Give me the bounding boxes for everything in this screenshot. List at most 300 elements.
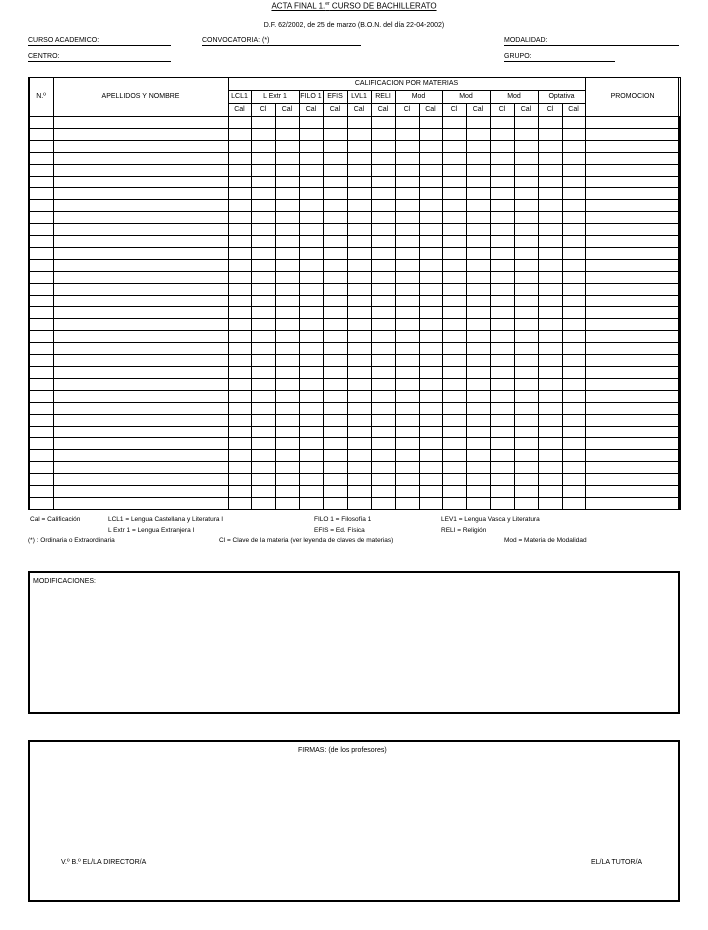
grade-cell[interactable]	[371, 343, 395, 355]
grade-cell[interactable]	[490, 283, 514, 295]
grade-cell[interactable]	[585, 450, 680, 462]
grade-cell[interactable]	[29, 164, 53, 176]
grade-cell[interactable]	[419, 116, 442, 128]
grade-cell[interactable]	[371, 259, 395, 271]
grade-cell[interactable]	[562, 236, 585, 248]
grade-cell[interactable]	[371, 331, 395, 343]
grade-cell[interactable]	[419, 450, 442, 462]
grade-cell[interactable]	[585, 271, 680, 283]
grade-cell[interactable]	[490, 140, 514, 152]
grade-cell[interactable]	[585, 116, 680, 128]
grade-cell[interactable]	[490, 212, 514, 224]
grade-cell[interactable]	[228, 200, 251, 212]
grade-cell[interactable]	[347, 176, 371, 188]
grade-cell[interactable]	[395, 378, 419, 390]
grade-cell[interactable]	[371, 402, 395, 414]
grade-cell[interactable]	[323, 343, 347, 355]
grade-cell[interactable]	[29, 140, 53, 152]
grade-cell[interactable]	[299, 283, 323, 295]
grade-cell[interactable]	[371, 236, 395, 248]
grade-cell[interactable]	[514, 128, 538, 140]
grade-cell[interactable]	[490, 236, 514, 248]
grade-cell[interactable]	[371, 474, 395, 486]
grade-cell[interactable]	[538, 259, 562, 271]
grade-cell[interactable]	[371, 188, 395, 200]
grade-cell[interactable]	[228, 176, 251, 188]
grade-cell[interactable]	[299, 438, 323, 450]
grade-cell[interactable]	[371, 367, 395, 379]
grade-cell[interactable]	[251, 462, 275, 474]
grade-cell[interactable]	[514, 283, 538, 295]
grade-cell[interactable]	[538, 283, 562, 295]
grade-cell[interactable]	[371, 462, 395, 474]
grade-cell[interactable]	[585, 176, 680, 188]
grade-cell[interactable]	[442, 497, 466, 509]
grade-cell[interactable]	[228, 438, 251, 450]
grade-cell[interactable]	[585, 128, 680, 140]
grade-cell[interactable]	[442, 188, 466, 200]
grade-cell[interactable]	[323, 164, 347, 176]
grade-cell[interactable]	[275, 152, 299, 164]
grade-cell[interactable]	[395, 295, 419, 307]
grade-cell[interactable]	[251, 497, 275, 509]
grade-cell[interactable]	[395, 486, 419, 498]
grade-cell[interactable]	[228, 295, 251, 307]
grade-cell[interactable]	[53, 247, 228, 259]
grade-cell[interactable]	[419, 402, 442, 414]
grade-cell[interactable]	[395, 438, 419, 450]
grade-cell[interactable]	[562, 497, 585, 509]
grade-cell[interactable]	[442, 390, 466, 402]
grade-cell[interactable]	[466, 152, 490, 164]
grade-cell[interactable]	[251, 295, 275, 307]
grade-cell[interactable]	[490, 247, 514, 259]
grade-cell[interactable]	[53, 307, 228, 319]
grade-cell[interactable]	[251, 426, 275, 438]
grade-cell[interactable]	[347, 128, 371, 140]
grade-cell[interactable]	[53, 295, 228, 307]
grade-cell[interactable]	[371, 378, 395, 390]
grade-cell[interactable]	[466, 462, 490, 474]
grade-cell[interactable]	[29, 271, 53, 283]
grade-cell[interactable]	[29, 486, 53, 498]
grade-cell[interactable]	[395, 474, 419, 486]
grade-cell[interactable]	[251, 152, 275, 164]
grade-cell[interactable]	[275, 355, 299, 367]
grade-cell[interactable]	[347, 378, 371, 390]
grade-cell[interactable]	[442, 236, 466, 248]
grade-cell[interactable]	[275, 378, 299, 390]
grade-cell[interactable]	[562, 271, 585, 283]
grade-cell[interactable]	[275, 259, 299, 271]
grade-cell[interactable]	[371, 212, 395, 224]
grade-cell[interactable]	[29, 402, 53, 414]
grade-cell[interactable]	[514, 224, 538, 236]
grade-cell[interactable]	[466, 307, 490, 319]
grade-cell[interactable]	[419, 343, 442, 355]
grade-cell[interactable]	[371, 128, 395, 140]
grade-cell[interactable]	[251, 271, 275, 283]
grade-cell[interactable]	[395, 355, 419, 367]
grade-cell[interactable]	[371, 307, 395, 319]
grade-cell[interactable]	[371, 426, 395, 438]
grade-cell[interactable]	[53, 414, 228, 426]
grade-cell[interactable]	[562, 295, 585, 307]
grade-cell[interactable]	[275, 462, 299, 474]
grade-cell[interactable]	[228, 426, 251, 438]
grade-cell[interactable]	[562, 474, 585, 486]
grade-cell[interactable]	[228, 497, 251, 509]
grade-cell[interactable]	[29, 224, 53, 236]
grade-cell[interactable]	[323, 307, 347, 319]
grade-cell[interactable]	[299, 378, 323, 390]
grade-cell[interactable]	[538, 367, 562, 379]
grade-cell[interactable]	[514, 259, 538, 271]
grade-cell[interactable]	[562, 152, 585, 164]
grade-cell[interactable]	[275, 343, 299, 355]
grade-cell[interactable]	[585, 497, 680, 509]
grade-cell[interactable]	[347, 426, 371, 438]
grade-cell[interactable]	[53, 116, 228, 128]
grade-cell[interactable]	[442, 259, 466, 271]
grade-cell[interactable]	[585, 236, 680, 248]
grade-cell[interactable]	[442, 402, 466, 414]
grade-cell[interactable]	[275, 414, 299, 426]
grade-cell[interactable]	[275, 200, 299, 212]
grade-cell[interactable]	[323, 128, 347, 140]
grade-cell[interactable]	[490, 164, 514, 176]
grade-cell[interactable]	[275, 474, 299, 486]
grade-cell[interactable]	[371, 271, 395, 283]
grade-cell[interactable]	[299, 355, 323, 367]
grade-cell[interactable]	[395, 116, 419, 128]
grade-cell[interactable]	[251, 438, 275, 450]
grade-cell[interactable]	[251, 319, 275, 331]
grade-cell[interactable]	[53, 176, 228, 188]
grade-cell[interactable]	[514, 319, 538, 331]
grade-cell[interactable]	[29, 426, 53, 438]
grade-cell[interactable]	[53, 402, 228, 414]
grade-cell[interactable]	[514, 295, 538, 307]
grade-cell[interactable]	[53, 200, 228, 212]
grade-cell[interactable]	[395, 128, 419, 140]
grade-cell[interactable]	[538, 212, 562, 224]
grade-cell[interactable]	[228, 474, 251, 486]
grade-cell[interactable]	[347, 331, 371, 343]
grade-cell[interactable]	[442, 307, 466, 319]
grade-cell[interactable]	[228, 378, 251, 390]
grade-cell[interactable]	[562, 259, 585, 271]
grade-cell[interactable]	[53, 343, 228, 355]
grade-cell[interactable]	[442, 355, 466, 367]
grade-cell[interactable]	[299, 164, 323, 176]
grade-cell[interactable]	[347, 390, 371, 402]
grade-cell[interactable]	[29, 319, 53, 331]
grade-cell[interactable]	[395, 140, 419, 152]
grade-cell[interactable]	[53, 271, 228, 283]
grade-cell[interactable]	[251, 116, 275, 128]
grade-cell[interactable]	[323, 402, 347, 414]
grade-cell[interactable]	[29, 450, 53, 462]
grade-cell[interactable]	[251, 236, 275, 248]
grade-cell[interactable]	[228, 212, 251, 224]
grade-cell[interactable]	[395, 331, 419, 343]
grade-cell[interactable]	[442, 152, 466, 164]
grade-cell[interactable]	[251, 188, 275, 200]
grade-cell[interactable]	[299, 307, 323, 319]
grade-cell[interactable]	[538, 271, 562, 283]
grade-cell[interactable]	[466, 188, 490, 200]
grade-cell[interactable]	[251, 402, 275, 414]
grade-cell[interactable]	[514, 236, 538, 248]
grade-cell[interactable]	[442, 343, 466, 355]
grade-cell[interactable]	[323, 283, 347, 295]
grade-cell[interactable]	[395, 259, 419, 271]
grade-cell[interactable]	[299, 247, 323, 259]
grade-cell[interactable]	[562, 486, 585, 498]
grade-cell[interactable]	[562, 247, 585, 259]
grade-cell[interactable]	[299, 462, 323, 474]
grade-cell[interactable]	[228, 402, 251, 414]
grade-cell[interactable]	[275, 176, 299, 188]
grade-cell[interactable]	[514, 462, 538, 474]
curso-academico-field[interactable]: CURSO ACADEMICO:	[28, 36, 171, 46]
grade-cell[interactable]	[323, 474, 347, 486]
grade-cell[interactable]	[466, 450, 490, 462]
grade-cell[interactable]	[466, 331, 490, 343]
grade-cell[interactable]	[419, 426, 442, 438]
grade-cell[interactable]	[29, 367, 53, 379]
grade-cell[interactable]	[347, 343, 371, 355]
grade-cell[interactable]	[562, 200, 585, 212]
grade-cell[interactable]	[323, 378, 347, 390]
grade-cell[interactable]	[395, 247, 419, 259]
grade-cell[interactable]	[466, 414, 490, 426]
grade-cell[interactable]	[514, 152, 538, 164]
grade-cell[interactable]	[514, 402, 538, 414]
grade-cell[interactable]	[251, 390, 275, 402]
grade-cell[interactable]	[419, 295, 442, 307]
grade-cell[interactable]	[347, 283, 371, 295]
grade-cell[interactable]	[490, 188, 514, 200]
grade-cell[interactable]	[490, 343, 514, 355]
grade-cell[interactable]	[299, 426, 323, 438]
grade-cell[interactable]	[299, 486, 323, 498]
grade-cell[interactable]	[562, 319, 585, 331]
grade-cell[interactable]	[395, 152, 419, 164]
grade-cell[interactable]	[466, 486, 490, 498]
grade-cell[interactable]	[585, 224, 680, 236]
grade-cell[interactable]	[562, 283, 585, 295]
grade-cell[interactable]	[514, 450, 538, 462]
grade-cell[interactable]	[538, 378, 562, 390]
grade-cell[interactable]	[347, 212, 371, 224]
grade-cell[interactable]	[538, 200, 562, 212]
grade-cell[interactable]	[395, 343, 419, 355]
grade-cell[interactable]	[251, 486, 275, 498]
grade-cell[interactable]	[419, 414, 442, 426]
grade-cell[interactable]	[562, 378, 585, 390]
grade-cell[interactable]	[585, 390, 680, 402]
grade-cell[interactable]	[275, 307, 299, 319]
grade-cell[interactable]	[442, 164, 466, 176]
grade-cell[interactable]	[466, 355, 490, 367]
grade-cell[interactable]	[395, 497, 419, 509]
grade-cell[interactable]	[53, 474, 228, 486]
grade-cell[interactable]	[538, 295, 562, 307]
grade-cell[interactable]	[323, 295, 347, 307]
grade-cell[interactable]	[275, 319, 299, 331]
grade-cell[interactable]	[538, 414, 562, 426]
grade-cell[interactable]	[514, 378, 538, 390]
grade-cell[interactable]	[419, 486, 442, 498]
grade-cell[interactable]	[347, 188, 371, 200]
grade-cell[interactable]	[490, 271, 514, 283]
grade-cell[interactable]	[395, 236, 419, 248]
grade-cell[interactable]	[29, 200, 53, 212]
grade-cell[interactable]	[323, 390, 347, 402]
grade-cell[interactable]	[347, 164, 371, 176]
grade-cell[interactable]	[228, 236, 251, 248]
grade-cell[interactable]	[29, 474, 53, 486]
grade-cell[interactable]	[442, 426, 466, 438]
grade-cell[interactable]	[442, 128, 466, 140]
grade-cell[interactable]	[53, 331, 228, 343]
grade-cell[interactable]	[562, 140, 585, 152]
grade-cell[interactable]	[29, 390, 53, 402]
grade-cell[interactable]	[228, 164, 251, 176]
grade-cell[interactable]	[347, 319, 371, 331]
grade-cell[interactable]	[419, 355, 442, 367]
grade-cell[interactable]	[538, 319, 562, 331]
grade-cell[interactable]	[585, 152, 680, 164]
grade-cell[interactable]	[29, 116, 53, 128]
grade-cell[interactable]	[490, 355, 514, 367]
grade-cell[interactable]	[29, 307, 53, 319]
grade-cell[interactable]	[371, 283, 395, 295]
grade-cell[interactable]	[466, 140, 490, 152]
grade-cell[interactable]	[228, 247, 251, 259]
grade-cell[interactable]	[514, 212, 538, 224]
grade-cell[interactable]	[395, 283, 419, 295]
grade-cell[interactable]	[538, 307, 562, 319]
grade-cell[interactable]	[538, 355, 562, 367]
grade-cell[interactable]	[514, 438, 538, 450]
grade-cell[interactable]	[562, 307, 585, 319]
grade-cell[interactable]	[538, 128, 562, 140]
grade-cell[interactable]	[419, 176, 442, 188]
grade-cell[interactable]	[323, 271, 347, 283]
grade-cell[interactable]	[53, 259, 228, 271]
grade-cell[interactable]	[275, 367, 299, 379]
firmas-box[interactable]	[28, 740, 680, 902]
grade-cell[interactable]	[275, 331, 299, 343]
grade-cell[interactable]	[53, 283, 228, 295]
grade-cell[interactable]	[585, 426, 680, 438]
grade-cell[interactable]	[371, 414, 395, 426]
grade-cell[interactable]	[466, 271, 490, 283]
grade-cell[interactable]	[275, 497, 299, 509]
grade-cell[interactable]	[251, 176, 275, 188]
grade-cell[interactable]	[419, 128, 442, 140]
grade-cell[interactable]	[29, 331, 53, 343]
grade-cell[interactable]	[29, 283, 53, 295]
grade-cell[interactable]	[419, 438, 442, 450]
grade-cell[interactable]	[228, 331, 251, 343]
grade-cell[interactable]	[490, 176, 514, 188]
grade-cell[interactable]	[323, 486, 347, 498]
grade-cell[interactable]	[275, 390, 299, 402]
grade-cell[interactable]	[29, 259, 53, 271]
grade-cell[interactable]	[29, 176, 53, 188]
grade-cell[interactable]	[562, 367, 585, 379]
grade-cell[interactable]	[490, 152, 514, 164]
grade-cell[interactable]	[466, 474, 490, 486]
grade-cell[interactable]	[323, 140, 347, 152]
grade-cell[interactable]	[347, 200, 371, 212]
grade-cell[interactable]	[585, 164, 680, 176]
grade-cell[interactable]	[585, 414, 680, 426]
grade-cell[interactable]	[251, 164, 275, 176]
grade-cell[interactable]	[53, 355, 228, 367]
grade-cell[interactable]	[371, 450, 395, 462]
grade-cell[interactable]	[562, 116, 585, 128]
grade-cell[interactable]	[347, 355, 371, 367]
grade-cell[interactable]	[562, 212, 585, 224]
grade-cell[interactable]	[275, 486, 299, 498]
grade-cell[interactable]	[228, 224, 251, 236]
grade-cell[interactable]	[299, 271, 323, 283]
grade-cell[interactable]	[419, 224, 442, 236]
grade-cell[interactable]	[228, 390, 251, 402]
grade-cell[interactable]	[419, 462, 442, 474]
grade-cell[interactable]	[395, 367, 419, 379]
grade-cell[interactable]	[395, 402, 419, 414]
grade-cell[interactable]	[275, 212, 299, 224]
grade-cell[interactable]	[275, 283, 299, 295]
grade-cell[interactable]	[299, 390, 323, 402]
grade-cell[interactable]	[29, 355, 53, 367]
grade-cell[interactable]	[514, 140, 538, 152]
grade-cell[interactable]	[442, 271, 466, 283]
grade-cell[interactable]	[514, 474, 538, 486]
grade-cell[interactable]	[585, 343, 680, 355]
grade-cell[interactable]	[299, 402, 323, 414]
grade-cell[interactable]	[442, 224, 466, 236]
grade-cell[interactable]	[585, 355, 680, 367]
grade-cell[interactable]	[538, 116, 562, 128]
grade-cell[interactable]	[29, 497, 53, 509]
grade-cell[interactable]	[419, 164, 442, 176]
grade-cell[interactable]	[538, 236, 562, 248]
grade-cell[interactable]	[347, 236, 371, 248]
grade-cell[interactable]	[228, 367, 251, 379]
grade-cell[interactable]	[466, 378, 490, 390]
grade-cell[interactable]	[395, 426, 419, 438]
grade-cell[interactable]	[347, 367, 371, 379]
grade-cell[interactable]	[442, 247, 466, 259]
grade-cell[interactable]	[347, 414, 371, 426]
grade-cell[interactable]	[442, 378, 466, 390]
grade-cell[interactable]	[53, 378, 228, 390]
grade-cell[interactable]	[299, 450, 323, 462]
grade-cell[interactable]	[323, 426, 347, 438]
grade-cell[interactable]	[585, 319, 680, 331]
grade-cell[interactable]	[514, 271, 538, 283]
grade-cell[interactable]	[442, 319, 466, 331]
grade-cell[interactable]	[585, 140, 680, 152]
grade-cell[interactable]	[347, 462, 371, 474]
